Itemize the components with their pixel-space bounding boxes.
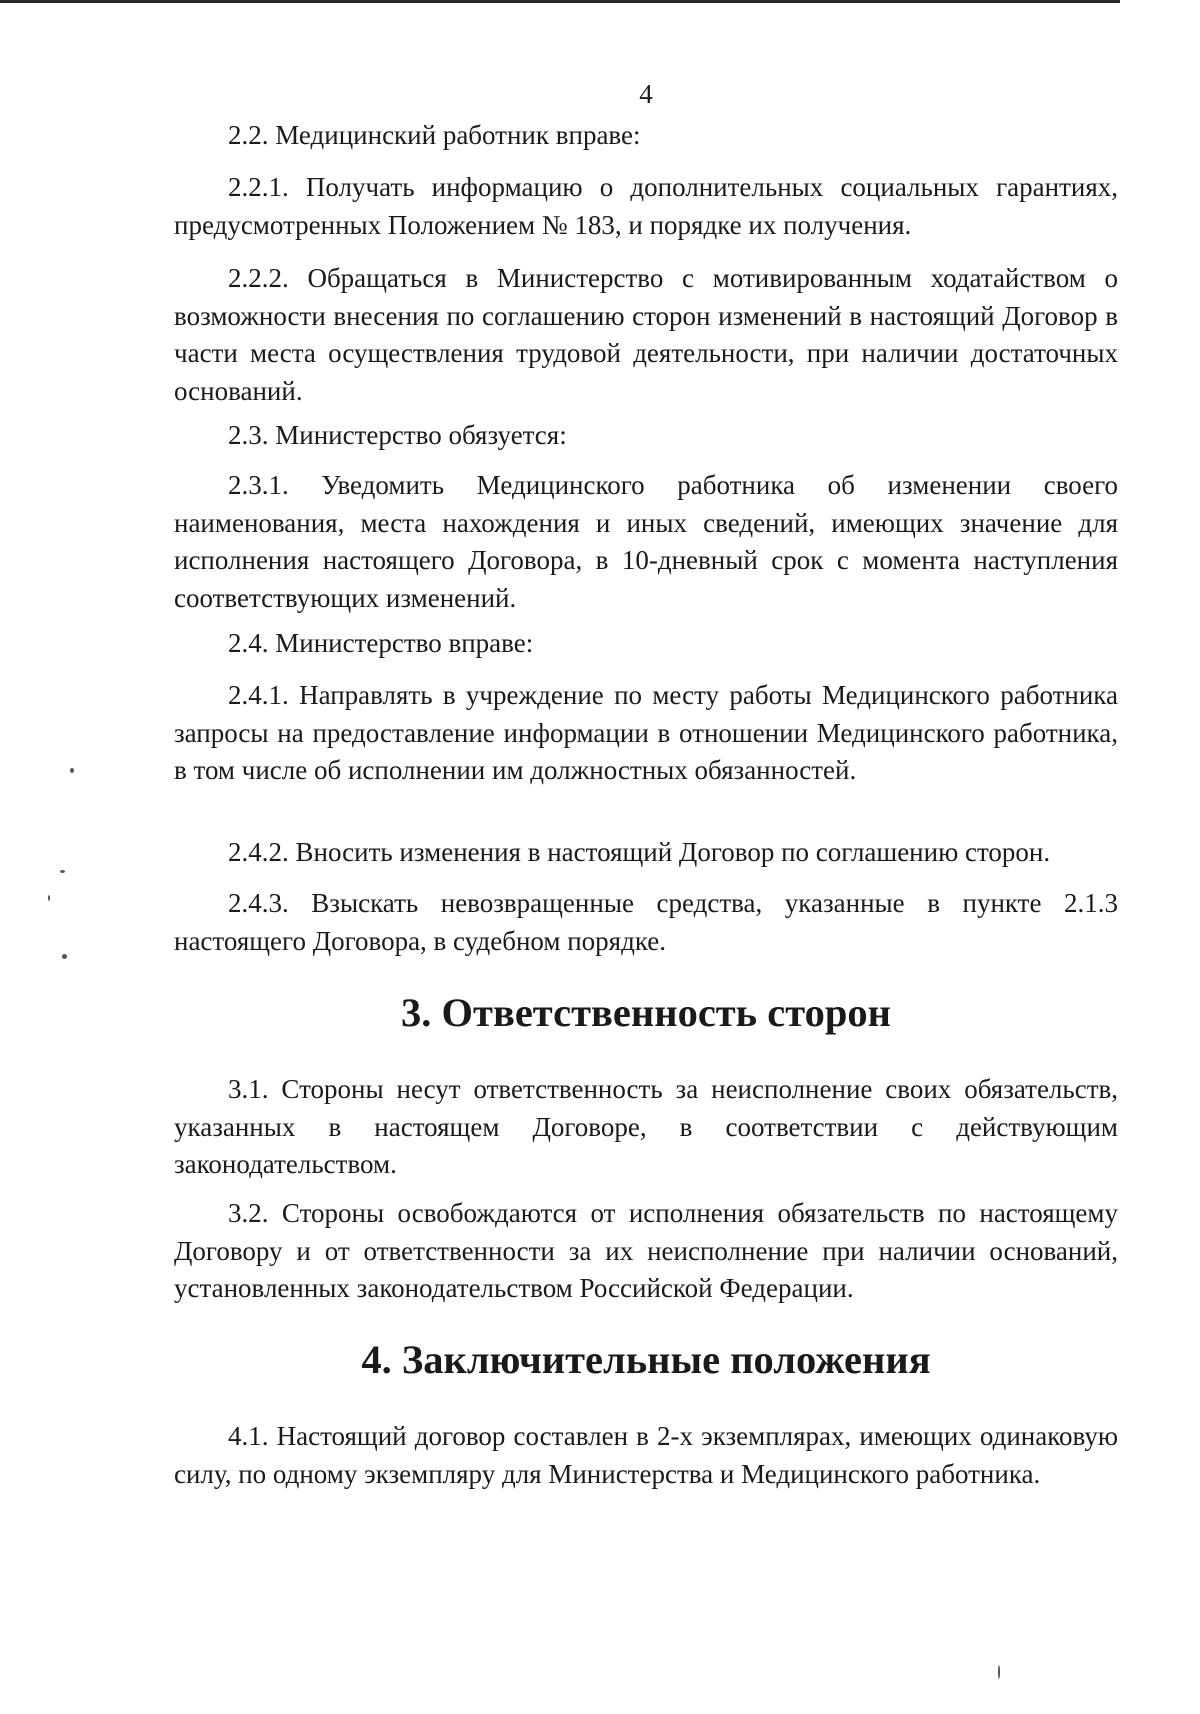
paragraph-text: 4.1. Настоящий договор составлен в 2-х экземплярах, имеющих одинаковую силу, по одному экземпляру для Министерства и Медицинского работника. [174, 1421, 1118, 1489]
paragraph-text: 2.4.2. Вносить изменения в настоящий Договор по соглашению сторон. [228, 837, 1051, 867]
paragraph-text: 2.2.1. Получать информацию о дополнительных социальных гарантиях, предусмотренных Положением № 183, и порядке их получения. [174, 172, 1118, 240]
scan-speck [62, 954, 67, 959]
paragraph-2-2-1 [174, 169, 1118, 244]
paragraph-3-1 [174, 1071, 1118, 1184]
section-3-heading: 3. Ответственность сторон [401, 990, 891, 1035]
paragraph-text: 2.3. Министерство обязуется: [228, 420, 567, 450]
scan-speck [60, 870, 65, 873]
paragraph-2-4-3 [174, 885, 1118, 960]
paragraph-text: 2.4.1. Направлять в учреждение по месту работы Медицинского работника запросы на предоставление информации в отношении Медицинского работника, в том числе об исполнении им должностных обязанностей. [174, 680, 1118, 785]
paragraph-2-4-1 [174, 677, 1118, 790]
scan-speck [998, 1665, 1000, 1679]
section-4-heading: 4. Заключительные положения [361, 1337, 931, 1382]
paragraph-2-4 [174, 625, 1118, 663]
paragraph-text: 2.2.2. Обращаться в Министерство с мотивированным ходатайством о возможности внесения по соглашению сторон изменений в настоящий Договор в части места осуществления трудовой деятельности, при наличии достаточных оснований. [174, 263, 1118, 406]
paragraph-text: 3.2. Стороны освобождаются от исполнения обязательств по настоящему Договору и от ответственности за их неисполнение при наличии оснований, установленных законодательством Российской Федерации. [174, 1198, 1118, 1303]
paragraph-text: 3.1. Стороны несут ответственность за неисполнение своих обязательств, указанных в настоящем Договоре, в соответствии с действующим законодательством. [174, 1074, 1118, 1179]
paragraph-text: 2.4.3. Взыскать невозвращенные средства, указанные в пункте 2.1.3 настоящего Договора, в судебном порядке. [174, 888, 1118, 956]
paragraph-text: 2.3.1. Уведомить Медицинского работника об изменении своего наименования, места нахождения и иных сведений, имеющих значение для исполнения настоящего Договора, в 10-дневный срок с момента наступления соответствующих изменений. [174, 470, 1118, 613]
paragraph-text: 2.2. Медицинский работник вправе: [228, 120, 641, 150]
paragraph-3-2 [174, 1195, 1118, 1308]
scan-speck [70, 768, 74, 773]
scan-speck [48, 895, 50, 901]
paragraph-4-1 [174, 1418, 1118, 1493]
paragraph-2-2-2 [174, 260, 1118, 410]
paragraph-text: 2.4. Министерство вправе: [228, 628, 534, 658]
page-number: 4 [639, 79, 653, 109]
paragraph-2-3-1 [174, 467, 1118, 617]
paragraph-2-4-2 [174, 834, 1118, 872]
scan-top-edge [0, 0, 1120, 3]
paragraph-2-2 [174, 117, 1118, 155]
paragraph-2-3 [174, 417, 1118, 455]
